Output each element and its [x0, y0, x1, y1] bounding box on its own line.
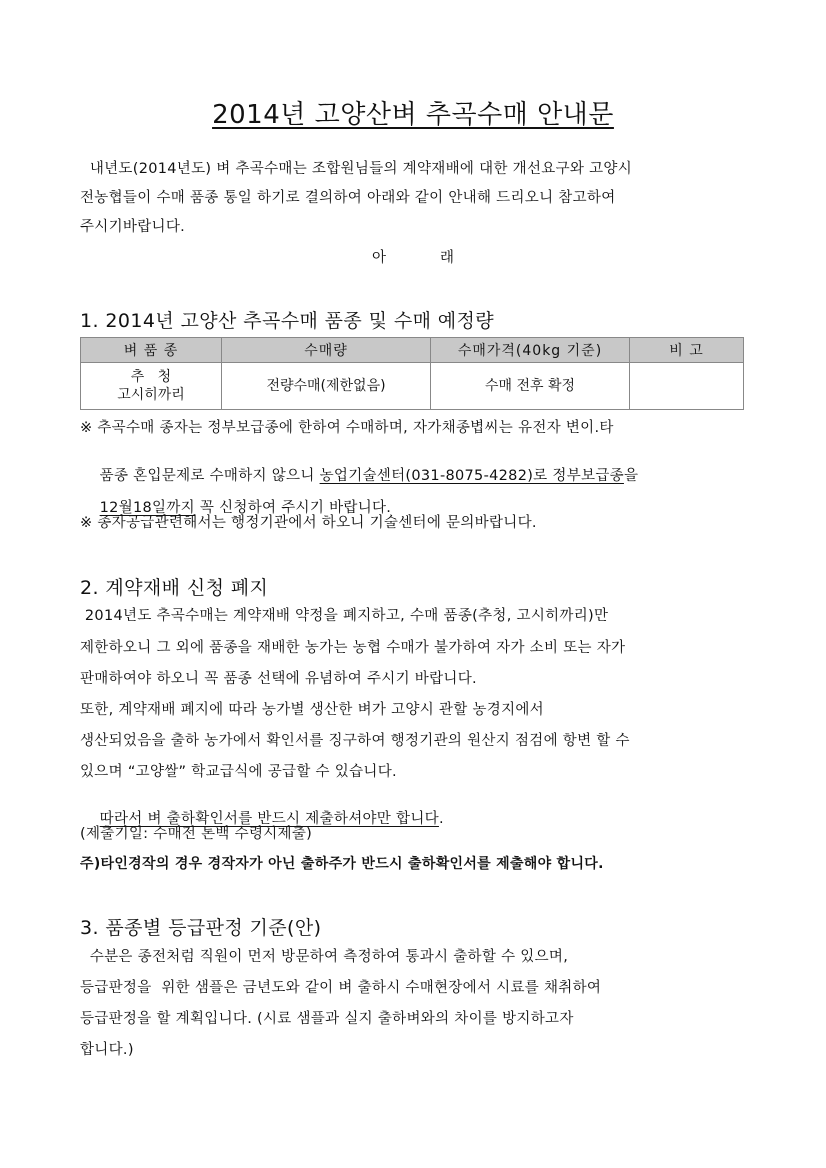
table-row — [81, 363, 744, 410]
header-amount: 수매량 — [222, 338, 431, 363]
intro-line-2: 전농협들이 수매 품종 통일 하기로 결의하여 아래와 같이 안내해 드리오니 참고하여 — [80, 190, 616, 206]
section2-line-1: 2014년도 추곡수매는 계약재배 약정을 폐지하고, 수매 품종(추청, 고시히까리)만 — [80, 608, 609, 624]
cell-variety — [81, 363, 222, 410]
section2-line-6: 있으며 “고양쌀” 학교급식에 공급할 수 있습니다. — [80, 764, 397, 780]
note2-line: ※ 종자공급관련해서는 행정기관에서 하오니 기술센터에 문의바랍니다. — [80, 515, 537, 531]
intro-line-3: 주시기바랍니다. — [80, 219, 186, 235]
deadline-date: 12월18일까지 — [99, 500, 195, 516]
note1-line-1: ※ 추곡수매 종자는 정부보급종에 한하여 수매하며, 자가채종볍씨는 유전자 변이.타 — [80, 420, 614, 436]
intro-line-1: 내년도(2014년도) 벼 추곡수매는 조합원님들의 계약재배에 대한 개선요구와 고양시 — [80, 161, 633, 177]
section3-line-2: 등급판정을 위한 샘플은 금년도와 같이 벼 출하시 수매현장에서 시료를 채취하여 — [80, 980, 602, 996]
variety-line-2: 고시히까리 — [117, 387, 185, 403]
section2-line-5: 생산되었음을 출하 농가에서 확인서를 징구하여 행정기관의 원산지 점검에 항변 할 수 — [80, 733, 630, 749]
section3-heading: 3. 품종별 등급판정 기준(안) — [80, 917, 322, 939]
section2-line-4: 또한, 계약재배 폐지에 따라 농가별 생산한 벼가 고양시 관할 농경지에서 — [80, 702, 544, 718]
table-header-row — [81, 338, 744, 363]
submit-period: (제출기일: 수매전 톤백 수령시제출) — [80, 826, 313, 842]
section3-line-4: 합니다.) — [80, 1042, 134, 1058]
ahrae-left: 아 — [372, 250, 387, 266]
section3-line-1: 수분은 종전처럼 직원이 먼저 방문하여 측정하여 통과시 출하할 수 있으며, — [80, 949, 569, 965]
ahrae-right: 래 — [440, 250, 455, 266]
section2-line-3: 판매하여야 하오니 꼭 품종 선택에 유념하여 주시기 바랍니다. — [80, 671, 477, 687]
note1-line-2-plain: 품종 혼입문제로 수매하지 않으니 — [99, 468, 320, 484]
page-title: 2014년 고양산벼 추곡수매 안내문 — [212, 100, 614, 130]
submit-confirmation-notice: 따라서 벼 출하확인서를 반드시 제출하셔야만 합니다 — [99, 811, 439, 827]
tech-center-contact: 농업기술센터(031-8075-4282)로 정부보급종 — [319, 468, 624, 484]
header-variety: 벼 품 종 — [81, 338, 222, 363]
cell-note — [630, 363, 744, 410]
varieties-table — [80, 337, 744, 410]
header-note: 비 고 — [630, 338, 744, 363]
header-price: 수매가격(40kg 기준) — [431, 338, 630, 363]
tenant-farming-note: 주)타인경작의 경우 경작자가 아닌 출하주가 반드시 출하확인서를 제출해야 합니다. — [80, 856, 604, 872]
note1-line-2-end: 을 — [623, 468, 639, 484]
section3-line-3: 등급판정을 할 계획입니다. (시료 샘플과 실지 출하벼와의 차이를 방지하고자 — [80, 1011, 574, 1027]
variety-line-1: 추 청 — [130, 369, 172, 385]
cell-price: 수매 전후 확정 — [431, 363, 630, 410]
submit-notice-period: . — [438, 811, 444, 827]
note1-line-3-plain: 꼭 신청하여 주시기 바랍니다. — [194, 500, 392, 516]
section1-heading: 1. 2014년 고양산 추곡수매 품종 및 수매 예정량 — [80, 310, 495, 332]
cell-amount: 전량수매(제한없음) — [222, 363, 431, 410]
section2-heading: 2. 계약재배 신청 폐지 — [80, 577, 269, 599]
section2-line-2: 제한하오니 그 외에 품종을 재배한 농가는 농협 수매가 불가하여 자가 소비 또는 자가 — [80, 640, 626, 656]
